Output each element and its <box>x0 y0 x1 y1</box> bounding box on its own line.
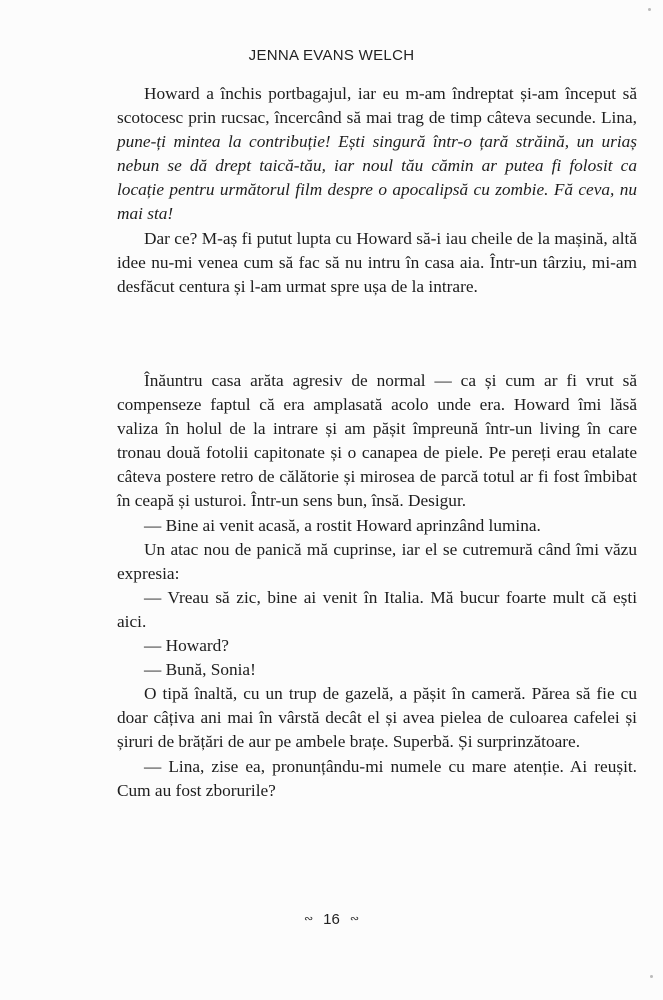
page-number: 16 <box>323 911 340 928</box>
running-header-author: JENNA EVANS WELCH <box>248 47 415 64</box>
dialogue-line: — Lina, zise ea, pronunțându-mi numele cu mare atenție. Ai reușit. Cum au fost zborurile? <box>117 756 637 800</box>
paragraph: Înăuntru casa arăta agresiv de normal — ca și cum ar fi vrut să compenseze faptul că era amplasată acolo unde era. Howard îmi lăsă valiza în holul de la intrare și am pășit împreună într-un living în care tronau două fotolii capitonate și o canapea de piele. Pe pereți erau etalate câteva postere retro de călătorie și mirosea de parcă totul ar fi fost îmbibat în ceapă și usturoi. Într-un sens bun, însă. Desigur. <box>117 371 637 511</box>
scan-speck <box>650 975 653 978</box>
ornament-left-icon: ∾ <box>303 913 314 925</box>
italic-inner-thought: pune-ți mintea la contribuție! Ești singură într-o țară străină, un uriaș nebun se dă drept taică-tău, iar noul tău cămin ar putea fi folosit ca locație pentru următorul film despre o apocalipsă cu zombie. Fă ceva, nu mai sta! <box>117 132 637 224</box>
text-block-top <box>117 82 637 299</box>
paragraph: Dar ce? M-aș fi putut lupta cu Howard să-i iau cheile de la mașină, altă idee nu-mi venea cum să fac să nu intru în casa aia. Într-un târziu, mi-am desfăcut centura și l-am urmat spre ușa de la intrare. <box>117 228 637 296</box>
dialogue-line: — Bine ai venit acasă, a rostit Howard aprinzând lumina. <box>144 515 541 535</box>
scan-speck <box>648 8 651 11</box>
paragraph: Un atac nou de panică mă cuprinse, iar el se cutremură când îmi văzu expresia: <box>117 539 637 583</box>
ornament-right-icon: ∾ <box>349 913 360 925</box>
paragraph-text: Howard a închis portbagajul, iar eu m-am îndreptat și-am început să scotocesc prin rucsac, încercând să mai trag de timp câteva secunde. Lina, <box>117 84 637 128</box>
paragraph: O tipă înaltă, cu un trup de gazelă, a pășit în cameră. Părea să fie cu doar câțiva ani mai în vârstă decât el și avea pielea de culoarea cafelei și șiruri de brățări de aur pe ambele brațe. Superbă. Și surprinzătoare. <box>117 684 637 752</box>
text-block-bottom <box>117 369 637 803</box>
dialogue-line: — Bună, Sonia! <box>144 660 256 680</box>
dialogue-line: — Vreau să zic, bine ai venit în Italia. Mă bucur foarte mult că ești aici. <box>117 587 637 631</box>
dialogue-line: — Howard? <box>144 636 229 656</box>
page-footer <box>0 911 663 928</box>
paragraph <box>117 82 637 227</box>
